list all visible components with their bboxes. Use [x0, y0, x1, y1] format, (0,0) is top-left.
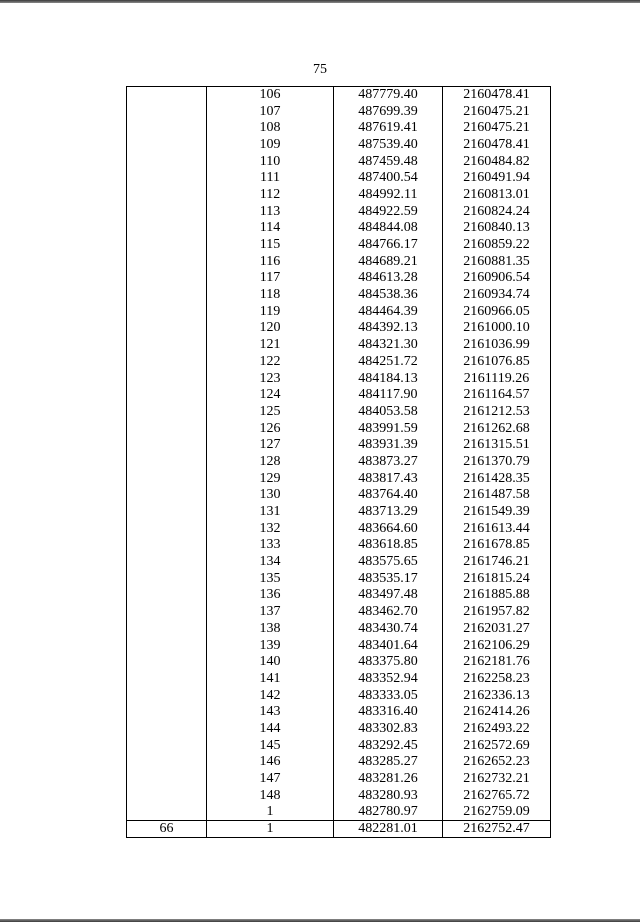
table-row [127, 103, 551, 120]
parcel-cell [127, 787, 207, 804]
table-row [127, 337, 551, 354]
point-number-cell: 108 [207, 120, 334, 137]
x-coordinate-cell: 487539.40 [334, 137, 443, 154]
table-row [127, 370, 551, 387]
point-number-cell: 116 [207, 253, 334, 270]
x-coordinate-cell: 487699.39 [334, 103, 443, 120]
point-number-cell: 109 [207, 137, 334, 154]
y-coordinate-cell: 2160966.05 [443, 303, 551, 320]
y-coordinate-cell: 2161678.85 [443, 537, 551, 554]
x-coordinate-cell: 483280.93 [334, 787, 443, 804]
table-row [127, 437, 551, 454]
x-coordinate-cell: 484053.58 [334, 404, 443, 421]
x-coordinate-cell: 483575.65 [334, 554, 443, 571]
y-coordinate-cell: 2161428.35 [443, 470, 551, 487]
parcel-cell [127, 387, 207, 404]
table-row [127, 120, 551, 137]
point-number-cell: 1 [207, 821, 334, 838]
x-coordinate-cell: 487619.41 [334, 120, 443, 137]
parcel-cell [127, 153, 207, 170]
parcel-cell [127, 721, 207, 738]
page-number: 75 [313, 62, 327, 77]
parcel-cell [127, 220, 207, 237]
table-row [127, 504, 551, 521]
x-coordinate-cell: 483281.26 [334, 771, 443, 788]
point-number-cell: 106 [207, 87, 334, 104]
point-number-cell: 141 [207, 671, 334, 688]
table-row [127, 220, 551, 237]
table-row [127, 621, 551, 638]
y-coordinate-cell: 2160475.21 [443, 120, 551, 137]
y-coordinate-cell: 2160840.13 [443, 220, 551, 237]
parcel-cell [127, 404, 207, 421]
parcel-cell [127, 270, 207, 287]
x-coordinate-cell: 483352.94 [334, 671, 443, 688]
x-coordinate-cell: 483618.85 [334, 537, 443, 554]
table-row [127, 537, 551, 554]
y-coordinate-cell: 2160475.21 [443, 103, 551, 120]
table-row [127, 270, 551, 287]
parcel-cell: 66 [127, 821, 207, 838]
point-number-cell: 129 [207, 470, 334, 487]
table-row [127, 420, 551, 437]
y-coordinate-cell: 2160824.24 [443, 203, 551, 220]
y-coordinate-cell: 2161370.79 [443, 454, 551, 471]
point-number-cell: 135 [207, 570, 334, 587]
table-row [127, 287, 551, 304]
x-coordinate-cell: 484992.11 [334, 187, 443, 204]
parcel-cell [127, 203, 207, 220]
table-row [127, 487, 551, 504]
y-coordinate-cell: 2161212.53 [443, 404, 551, 421]
point-number-cell: 146 [207, 754, 334, 771]
y-coordinate-cell: 2162336.13 [443, 687, 551, 704]
y-coordinate-cell: 2161315.51 [443, 437, 551, 454]
x-coordinate-cell: 483401.64 [334, 637, 443, 654]
parcel-cell [127, 370, 207, 387]
parcel-cell [127, 454, 207, 471]
y-coordinate-cell: 2160934.74 [443, 287, 551, 304]
y-coordinate-cell: 2160881.35 [443, 253, 551, 270]
x-coordinate-cell: 483333.05 [334, 687, 443, 704]
y-coordinate-cell: 2160484.82 [443, 153, 551, 170]
y-coordinate-cell: 2162752.47 [443, 821, 551, 838]
coordinates-table-body [127, 87, 551, 838]
table-row [127, 604, 551, 621]
scan-edge-top [0, 0, 640, 3]
parcel-cell [127, 754, 207, 771]
parcel-cell [127, 87, 207, 104]
table-row [127, 787, 551, 804]
x-coordinate-cell: 484464.39 [334, 303, 443, 320]
point-number-cell: 144 [207, 721, 334, 738]
table-row [127, 187, 551, 204]
x-coordinate-cell: 483664.60 [334, 520, 443, 537]
table-row [127, 687, 551, 704]
point-number-cell: 148 [207, 787, 334, 804]
table-row [127, 554, 551, 571]
y-coordinate-cell: 2161119.26 [443, 370, 551, 387]
point-number-cell: 119 [207, 303, 334, 320]
table-row [127, 804, 551, 821]
y-coordinate-cell: 2161487.58 [443, 487, 551, 504]
parcel-cell [127, 487, 207, 504]
parcel-cell [127, 604, 207, 621]
x-coordinate-cell: 487459.48 [334, 153, 443, 170]
y-coordinate-cell: 2161957.82 [443, 604, 551, 621]
table-row [127, 637, 551, 654]
table-row [127, 354, 551, 371]
parcel-cell [127, 804, 207, 821]
y-coordinate-cell: 2160906.54 [443, 270, 551, 287]
y-coordinate-cell: 2162765.72 [443, 787, 551, 804]
y-coordinate-cell: 2161000.10 [443, 320, 551, 337]
point-number-cell: 107 [207, 103, 334, 120]
x-coordinate-cell: 483292.45 [334, 737, 443, 754]
parcel-cell [127, 737, 207, 754]
point-number-cell: 133 [207, 537, 334, 554]
point-number-cell: 112 [207, 187, 334, 204]
y-coordinate-cell: 2162181.76 [443, 654, 551, 671]
x-coordinate-cell: 484844.08 [334, 220, 443, 237]
table-row [127, 203, 551, 220]
coordinates-table [126, 86, 551, 838]
x-coordinate-cell: 483375.80 [334, 654, 443, 671]
parcel-cell [127, 170, 207, 187]
parcel-cell [127, 287, 207, 304]
x-coordinate-cell: 484251.72 [334, 354, 443, 371]
parcel-cell [127, 704, 207, 721]
y-coordinate-cell: 2160478.41 [443, 137, 551, 154]
table-row [127, 821, 551, 838]
parcel-cell [127, 187, 207, 204]
point-number-cell: 128 [207, 454, 334, 471]
table-row [127, 704, 551, 721]
table-row [127, 404, 551, 421]
y-coordinate-cell: 2162493.22 [443, 721, 551, 738]
point-number-cell: 132 [207, 520, 334, 537]
table-row [127, 671, 551, 688]
parcel-cell [127, 437, 207, 454]
parcel-cell [127, 621, 207, 638]
y-coordinate-cell: 2160478.41 [443, 87, 551, 104]
table-row [127, 87, 551, 104]
point-number-cell: 138 [207, 621, 334, 638]
x-coordinate-cell: 482281.01 [334, 821, 443, 838]
point-number-cell: 127 [207, 437, 334, 454]
parcel-cell [127, 354, 207, 371]
point-number-cell: 143 [207, 704, 334, 721]
x-coordinate-cell: 484538.36 [334, 287, 443, 304]
point-number-cell: 147 [207, 771, 334, 788]
x-coordinate-cell: 483817.43 [334, 470, 443, 487]
table-row [127, 520, 551, 537]
x-coordinate-cell: 487400.54 [334, 170, 443, 187]
table-row [127, 737, 551, 754]
table-row [127, 237, 551, 254]
table-row [127, 771, 551, 788]
y-coordinate-cell: 2162258.23 [443, 671, 551, 688]
parcel-cell [127, 771, 207, 788]
point-number-cell: 118 [207, 287, 334, 304]
parcel-cell [127, 520, 207, 537]
y-coordinate-cell: 2160813.01 [443, 187, 551, 204]
table-row [127, 137, 551, 154]
parcel-cell [127, 253, 207, 270]
x-coordinate-cell: 483316.40 [334, 704, 443, 721]
parcel-cell [127, 137, 207, 154]
point-number-cell: 122 [207, 354, 334, 371]
y-coordinate-cell: 2161815.24 [443, 570, 551, 587]
x-coordinate-cell: 484321.30 [334, 337, 443, 354]
y-coordinate-cell: 2161613.44 [443, 520, 551, 537]
x-coordinate-cell: 483713.29 [334, 504, 443, 521]
table-row [127, 570, 551, 587]
y-coordinate-cell: 2162732.21 [443, 771, 551, 788]
point-number-cell: 137 [207, 604, 334, 621]
y-coordinate-cell: 2162572.69 [443, 737, 551, 754]
point-number-cell: 110 [207, 153, 334, 170]
table-row [127, 470, 551, 487]
point-number-cell: 145 [207, 737, 334, 754]
point-number-cell: 111 [207, 170, 334, 187]
point-number-cell: 120 [207, 320, 334, 337]
parcel-cell [127, 420, 207, 437]
y-coordinate-cell: 2161885.88 [443, 587, 551, 604]
x-coordinate-cell: 483991.59 [334, 420, 443, 437]
x-coordinate-cell: 484117.90 [334, 387, 443, 404]
parcel-cell [127, 587, 207, 604]
table-row [127, 754, 551, 771]
x-coordinate-cell: 484184.13 [334, 370, 443, 387]
point-number-cell: 113 [207, 203, 334, 220]
point-number-cell: 123 [207, 370, 334, 387]
x-coordinate-cell: 483535.17 [334, 570, 443, 587]
table-row [127, 721, 551, 738]
point-number-cell: 142 [207, 687, 334, 704]
point-number-cell: 117 [207, 270, 334, 287]
parcel-cell [127, 120, 207, 137]
y-coordinate-cell: 2161262.68 [443, 420, 551, 437]
y-coordinate-cell: 2162106.29 [443, 637, 551, 654]
point-number-cell: 139 [207, 637, 334, 654]
x-coordinate-cell: 484689.21 [334, 253, 443, 270]
y-coordinate-cell: 2161164.57 [443, 387, 551, 404]
point-number-cell: 1 [207, 804, 334, 821]
table-row [127, 253, 551, 270]
table-row [127, 454, 551, 471]
x-coordinate-cell: 483497.48 [334, 587, 443, 604]
y-coordinate-cell: 2161076.85 [443, 354, 551, 371]
parcel-cell [127, 504, 207, 521]
x-coordinate-cell: 487779.40 [334, 87, 443, 104]
x-coordinate-cell: 484613.28 [334, 270, 443, 287]
y-coordinate-cell: 2161549.39 [443, 504, 551, 521]
x-coordinate-cell: 483873.27 [334, 454, 443, 471]
parcel-cell [127, 337, 207, 354]
y-coordinate-cell: 2162031.27 [443, 621, 551, 638]
y-coordinate-cell: 2160491.94 [443, 170, 551, 187]
point-number-cell: 131 [207, 504, 334, 521]
table-row [127, 303, 551, 320]
parcel-cell [127, 470, 207, 487]
parcel-cell [127, 537, 207, 554]
table-row [127, 320, 551, 337]
point-number-cell: 136 [207, 587, 334, 604]
x-coordinate-cell: 484922.59 [334, 203, 443, 220]
point-number-cell: 140 [207, 654, 334, 671]
x-coordinate-cell: 483462.70 [334, 604, 443, 621]
table-row [127, 654, 551, 671]
point-number-cell: 125 [207, 404, 334, 421]
y-coordinate-cell: 2162414.26 [443, 704, 551, 721]
x-coordinate-cell: 484392.13 [334, 320, 443, 337]
parcel-cell [127, 570, 207, 587]
table-row [127, 170, 551, 187]
parcel-cell [127, 671, 207, 688]
y-coordinate-cell: 2161036.99 [443, 337, 551, 354]
x-coordinate-cell: 483764.40 [334, 487, 443, 504]
parcel-cell [127, 637, 207, 654]
parcel-cell [127, 654, 207, 671]
x-coordinate-cell: 484766.17 [334, 237, 443, 254]
point-number-cell: 121 [207, 337, 334, 354]
table-row [127, 387, 551, 404]
parcel-cell [127, 320, 207, 337]
x-coordinate-cell: 483931.39 [334, 437, 443, 454]
x-coordinate-cell: 483285.27 [334, 754, 443, 771]
parcel-cell [127, 554, 207, 571]
x-coordinate-cell: 482780.97 [334, 804, 443, 821]
point-number-cell: 134 [207, 554, 334, 571]
point-number-cell: 124 [207, 387, 334, 404]
point-number-cell: 114 [207, 220, 334, 237]
y-coordinate-cell: 2161746.21 [443, 554, 551, 571]
parcel-cell [127, 687, 207, 704]
y-coordinate-cell: 2162759.09 [443, 804, 551, 821]
parcel-cell [127, 103, 207, 120]
parcel-cell [127, 237, 207, 254]
y-coordinate-cell: 2160859.22 [443, 237, 551, 254]
table-row [127, 587, 551, 604]
y-coordinate-cell: 2162652.23 [443, 754, 551, 771]
point-number-cell: 126 [207, 420, 334, 437]
x-coordinate-cell: 483302.83 [334, 721, 443, 738]
parcel-cell [127, 303, 207, 320]
table-row [127, 153, 551, 170]
x-coordinate-cell: 483430.74 [334, 621, 443, 638]
point-number-cell: 115 [207, 237, 334, 254]
point-number-cell: 130 [207, 487, 334, 504]
